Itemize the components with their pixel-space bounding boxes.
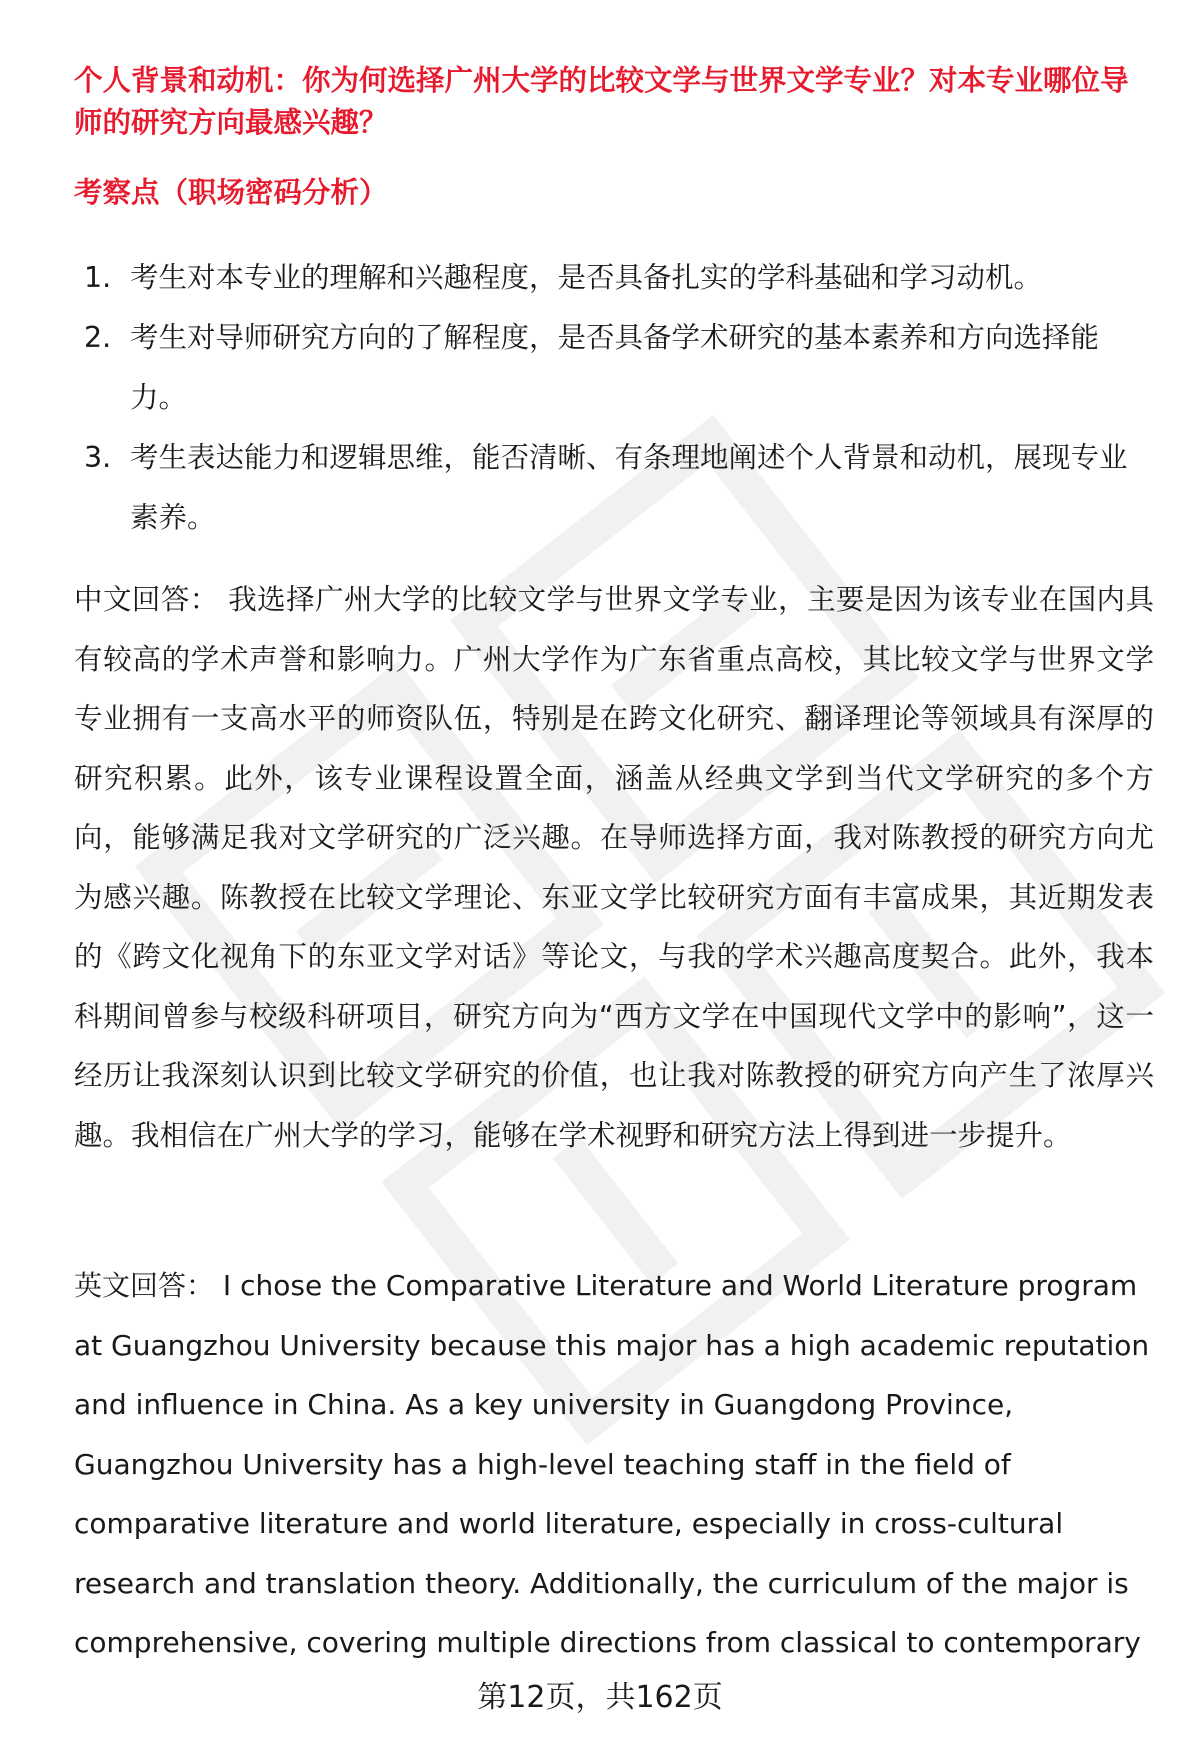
list-item-text: 考生对本专业的理解和兴趣程度，是否具备扎实的学科基础和学习动机。: [130, 261, 1043, 294]
chinese-answer: [74, 570, 1154, 1165]
list-item: [74, 308, 1154, 428]
list-item-number: 3.: [84, 441, 112, 474]
question-heading: 个人背景和动机：你为何选择广州大学的比较文学与世界文学专业？对本专业哪位导师的研究方向最感兴趣？: [74, 64, 1129, 139]
list-item-number: 2.: [84, 321, 112, 354]
list-item-text: 考生对导师研究方向的了解程度，是否具备学术研究的基本素养和方向选择能力。: [130, 321, 1100, 414]
english-answer-text: I chose the Comparative Literature and World Literature program at Guangzhou University because this major has a high academic reputation and influence in China. As a key university in Guangdong Province, Guangzhou University has a high-level teaching staff in the field of comparative literature and world literature, especially in cross-cultural research and translation theory. Additionally, the curriculum of the major is comprehensive, covering multiple directions from classical to contemporary: [74, 1269, 1150, 1659]
list-item: [74, 248, 1154, 308]
list-item-number: 1.: [84, 261, 112, 294]
list-item: [74, 428, 1154, 548]
chinese-answer-label: 中文回答：: [74, 583, 219, 616]
assessment-points-list: [74, 248, 1154, 548]
section-title: 考察点（职场密码分析）: [74, 176, 388, 209]
english-answer: [74, 1256, 1154, 1673]
list-item-text: 考生表达能力和逻辑思维，能否清晰、有条理地阐述个人背景和动机，展现专业素养。: [130, 441, 1128, 534]
page-footer: 第12页，共162页: [477, 1680, 723, 1715]
chinese-answer-text: 我选择广州大学的比较文学与世界文学专业，主要是因为该专业在国内具有较高的学术声誉和影响力。广州大学作为广东省重点高校，其比较文学与世界文学专业拥有一支高水平的师资队伍，特别是在跨文化研究、翻译理论等领域具有深厚的研究积累。此外，该专业课程设置全面，涵盖从经典文学到当代文学研究的多个方向，能够满足我对文学研究的广泛兴趣。在导师选择方面，我对陈教授的研究方向尤为感兴趣。陈教授在比较文学理论、东亚文学比较研究方面有丰富成果，其近期发表的《跨文化视角下的东亚文学对话》等论文，与我的学术兴趣高度契合。此外，我本科期间曾参与校级科研项目，研究方向为“西方文学在中国现代文学中的影响”，这一经历让我深刻认识到比较文学研究的价值，也让我对陈教授的研究方向产生了浓厚兴趣。我相信在广州大学的学习，能够在学术视野和研究方法上得到进一步提升。: [74, 583, 1154, 1152]
english-answer-label: 英文回答：: [74, 1269, 215, 1302]
